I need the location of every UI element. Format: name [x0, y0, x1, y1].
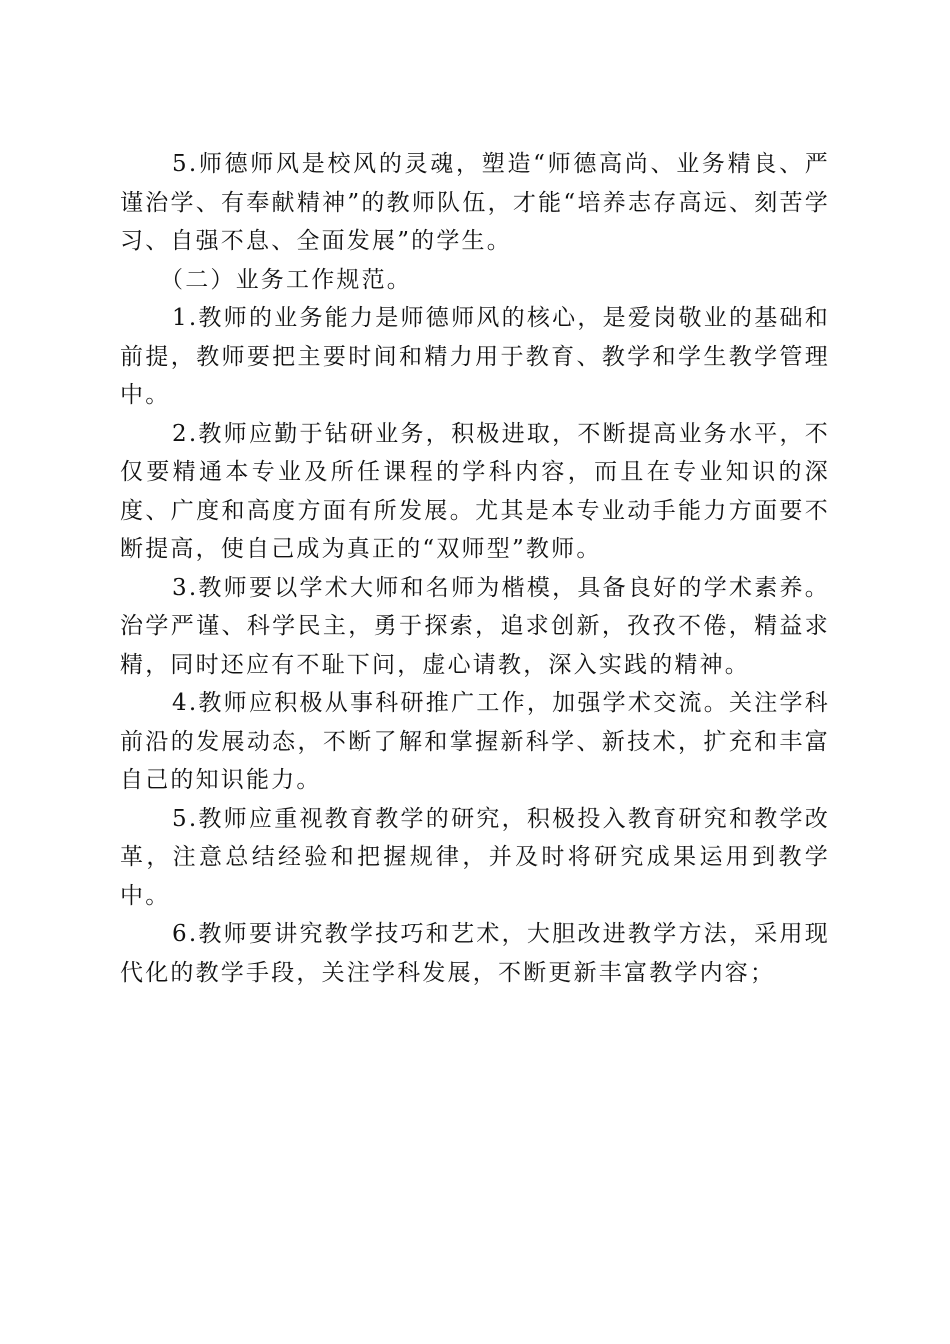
paragraph-business-1: 1.教师的业务能力是师德师风的核心，是爱岗敬业的基础和前提，教师要把主要时间和精力用于教育、教学和学生教学管理中。 — [120, 305, 830, 408]
paragraph-business-4: 4.教师应积极从事科研推广工作，加强学术交流。关注学科前沿的发展动态，不断了解和掌握新科学、新技术，扩充和丰富自己的知识能力。 — [120, 690, 830, 793]
paragraph-teacher-ethics-5: 5.师德师风是校风的灵魂，塑造“师德高尚、业务精良、严谨治学、有奉献精神”的教师队伍，才能“培养志存高远、刻苦学习、自强不息、全面发展”的学生。 — [120, 151, 830, 254]
paragraph-business-5: 5.教师应重视教育教学的研究，积极投入教育研究和教学改革，注意总结经验和把握规律，并及时将研究成果运用到教学中。 — [120, 805, 830, 909]
paragraph-business-3: 3.教师要以学术大师和名师为楷模，具备良好的学术素养。治学严谨、科学民主，勇于探索，追求创新，孜孜不倦，精益求精，同时还应有不耻下问，虚心请教，深入实践的精神。 — [120, 574, 830, 678]
section-heading-business-norms: （二）业务工作规范。 — [160, 266, 412, 293]
paragraph-business-6: 6.教师要讲究教学技巧和艺术，大胆改进教学方法，采用现代化的教学手段，关注学科发展，不断更新丰富教学内容； — [120, 921, 830, 986]
document-body — [120, 145, 830, 992]
paragraph-business-2: 2.教师应勤于钻研业务，积极进取，不断提高业务水平，不仅要精通本专业及所任课程的学科内容，而且在专业知识的深度、广度和高度方面有所发展。尤其是本专业动手能力方面要不断提高，使自己成为真正的“双师型”教师。 — [120, 420, 830, 562]
